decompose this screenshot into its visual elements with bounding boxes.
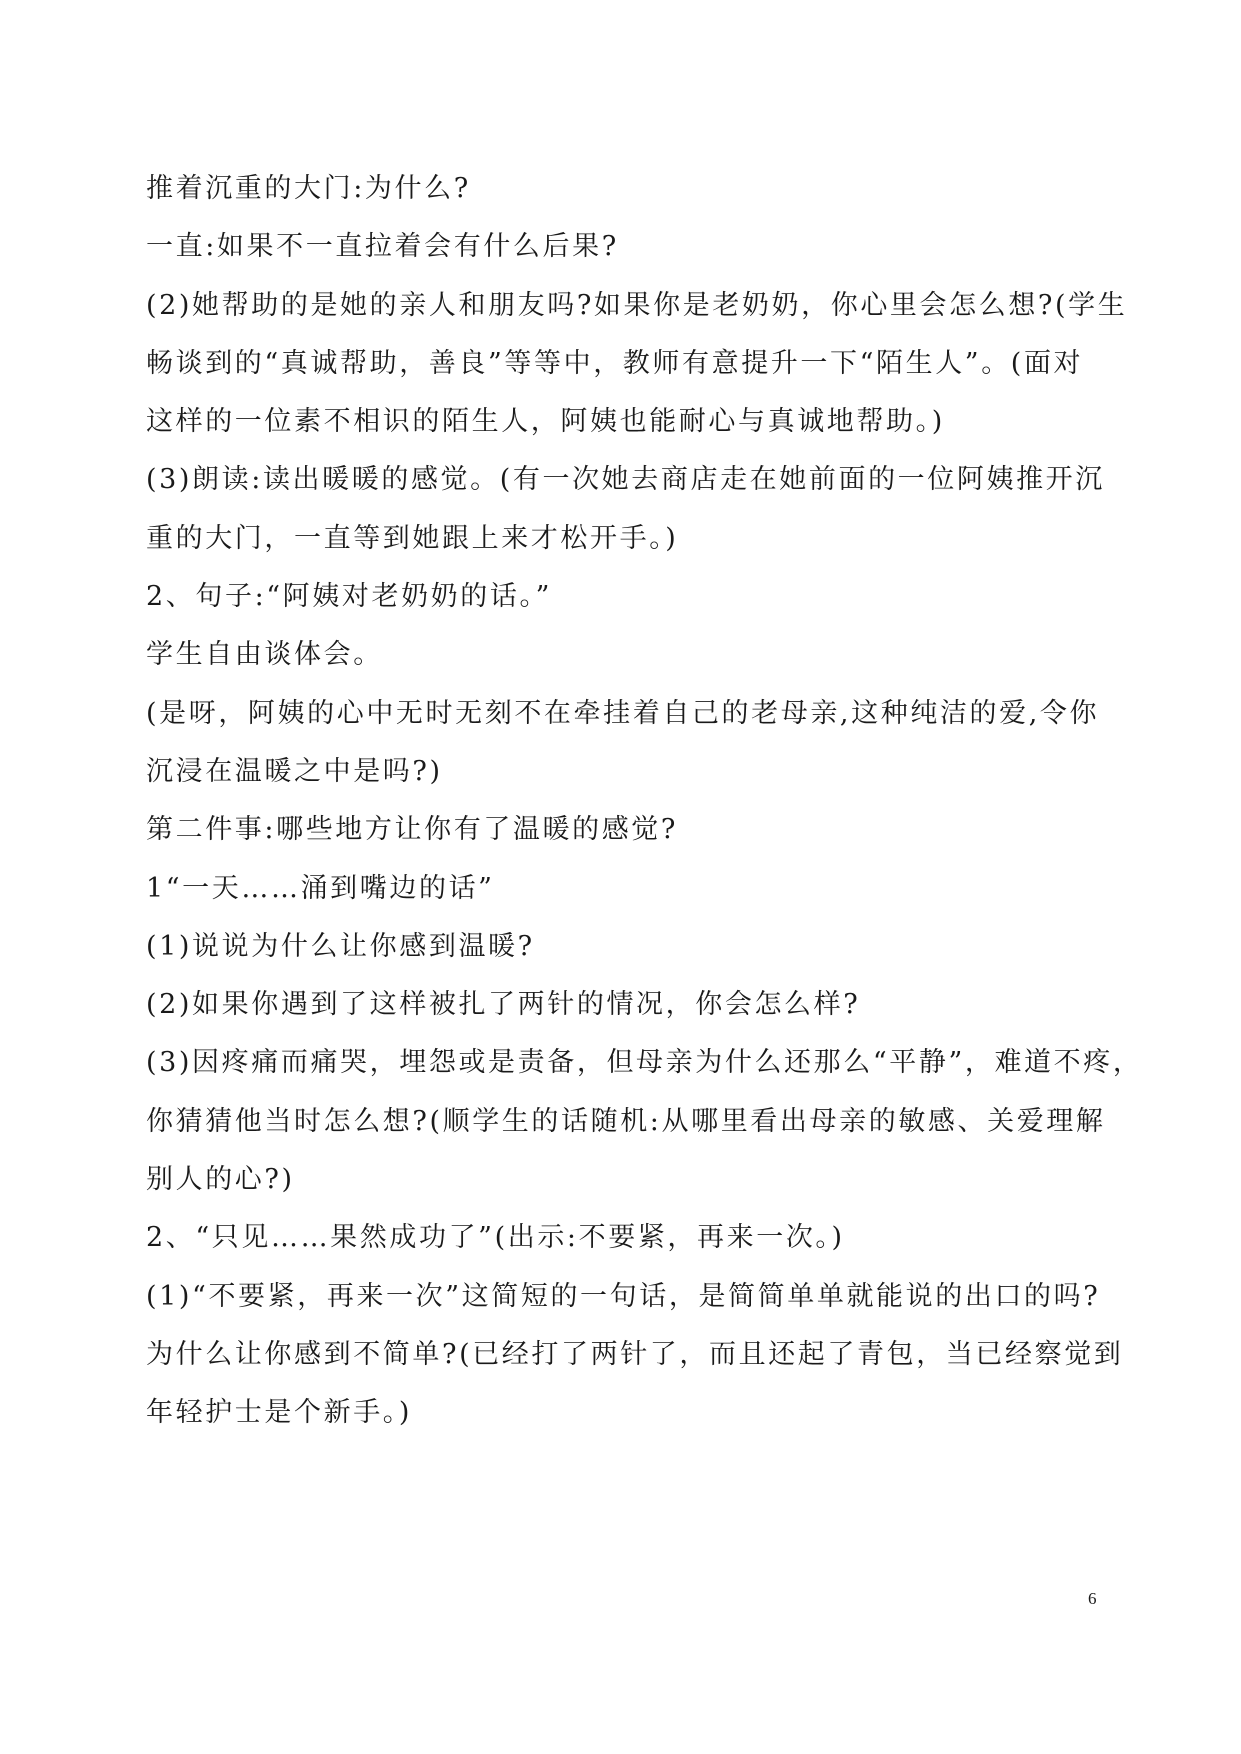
text-line: (3)朗读:读出暖暖的感觉。(有一次她去商店走在她前面的一位阿姨推开沉 (146, 464, 1105, 496)
text-line: (2)她帮助的是她的亲人和朋友吗?如果你是老奶奶，你心里会怎么想?(学生 (146, 289, 1128, 321)
text-line: 沉浸在温暖之中是吗?) (146, 755, 443, 787)
text-line: 你猜猜他当时怎么想?(顺学生的话随机:从哪里看出母亲的敏感、关爱理解 (146, 1105, 1106, 1137)
text-line: (1)“不要紧，再来一次”这简短的一句话，是简简单单就能说的出口的吗? (146, 1280, 1101, 1312)
text-line: (3)因疼痛而痛哭，埋怨或是责备，但母亲为什么还那么“平静”，难道不疼， (146, 1047, 1143, 1079)
text-line: (1)说说为什么让你感到温暖? (146, 930, 535, 962)
text-line: 重的大门，一直等到她跟上来才松开手。) (146, 522, 679, 554)
page-number: 6 (1088, 1589, 1097, 1608)
text-line: 2、“只见……果然成功了”(出示:不要紧，再来一次。) (146, 1222, 845, 1254)
text-line: 这样的一位素不相识的陌生人，阿姨也能耐心与真诚地帮助。) (146, 406, 945, 438)
text-line: (是呀，阿姨的心中无时无刻不在牵挂着自己的老母亲,这种纯洁的爱,令你 (146, 697, 1100, 729)
document-body (146, 160, 1143, 1443)
text-line: 学生自由谈体会。 (146, 639, 383, 671)
text-line: 畅谈到的“真诚帮助，善良”等等中，教师有意提升一下“陌生人”。(面对 (146, 347, 1084, 379)
text-line: 别人的心?) (146, 1164, 295, 1196)
text-line: (2)如果你遇到了这样被扎了两针的情况，你会怎么样? (146, 989, 861, 1021)
text-line: 一直:如果不一直拉着会有什么后果? (146, 231, 619, 263)
text-line: 年轻护士是个新手。) (146, 1397, 413, 1429)
text-line: 为什么让你感到不简单?(已经打了两针了，而且还起了青包，当已经察觉到 (146, 1338, 1124, 1370)
text-line: 1“一天……涌到嘴边的话” (146, 872, 495, 904)
text-line: 第二件事:哪些地方让你有了温暖的感觉? (146, 814, 678, 846)
text-line: 推着沉重的大门:为什么? (146, 173, 471, 204)
text-line: 2、句子:“阿姨对老奶奶的话。” (146, 581, 552, 613)
